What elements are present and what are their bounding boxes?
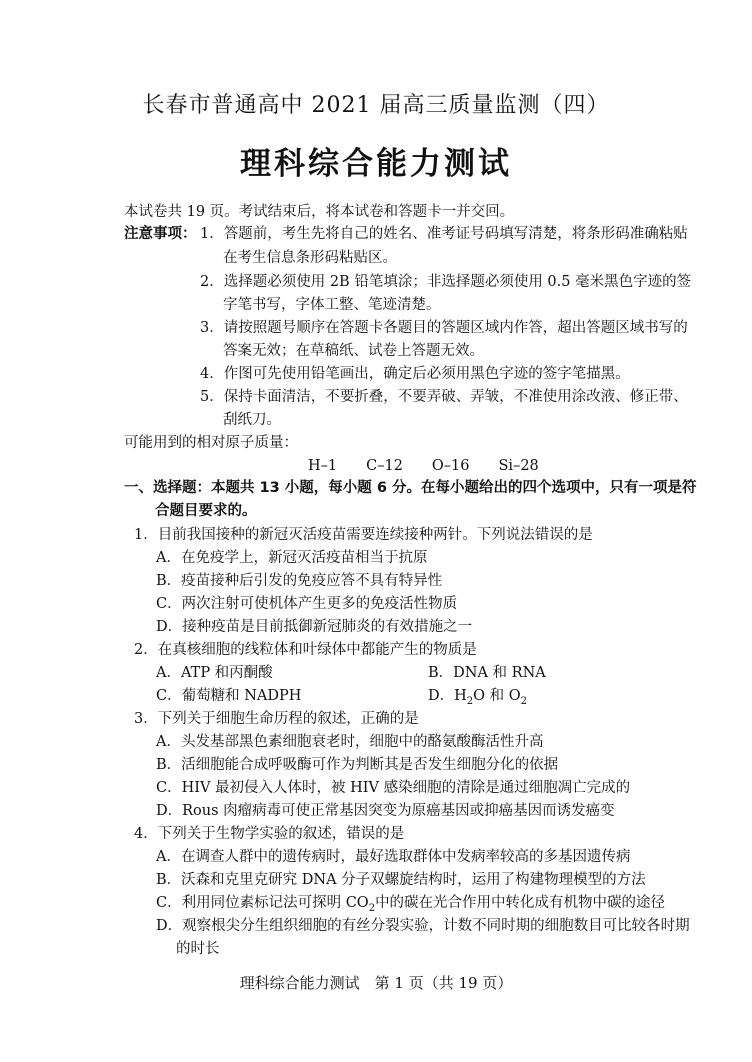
question-4-option-b: B．沃森和克里克研究 DNA 分子双螺旋结构时，运用了构建物理模型的方法: [156, 872, 646, 888]
question-1-option-d: D．接种疫苗是目前抵御新冠肺炎的有效措施之一: [156, 619, 473, 635]
question-4-stem: 4．下列关于生物学实验的叙述，错误的是: [134, 826, 405, 842]
notice-item: 1．答题前，考生先将自己的姓名、准考证号码填写清楚，将条形码准确粘贴: [200, 226, 688, 242]
question-3-option-c: C．HIV 最初侵入人体时，被 HIV 感染细胞的清除是通过细胞凋亡完成的: [156, 780, 631, 796]
question-2-option-c: C．葡萄糖和 NADPH: [156, 688, 302, 704]
section-heading: 一、选择题：本题共 13 小题，每小题 6 分。在每小题给出的四个选项中，只有一项是符: [124, 480, 697, 496]
question-2-stem: 2．在真核细胞的线粒体和叶绿体中都能产生的物质是: [134, 642, 477, 658]
question-4-option-c: C．利用同位素标记法可探明 $CO_2$中的碳在光合作用中转化成有机物中碳的途径: [156, 895, 666, 914]
notice-item: 答案无效；在草稿纸、试卷上答题无效。: [223, 343, 484, 359]
question-1-option-c: C．两次注射可使机体产生更多的免疫活性物质: [156, 596, 458, 612]
question-3-stem: 3．下列关于细胞生命历程的叙述，正确的是: [134, 711, 419, 727]
question-1-stem: 1．目前我国接种的新冠灭活疫苗需要连续接种两针。下列说法错误的是: [134, 527, 593, 543]
question-3-option-a: A．头发基部黑色素细胞衰老时，细胞中的酪氨酸酶活性升高: [156, 734, 544, 750]
question-3-option-d: D．Rous 肉瘤病毒可使正常基因突变为原癌基因或抑癌基因而诱发癌变: [156, 803, 615, 819]
exam-title: 长春市普通高中 2021 届高三质量监测（四）: [142, 93, 610, 118]
question-4-option-d: D．观察根尖分生组织细胞的有丝分裂实验，计数不同时期的细胞数目可比较各时期: [156, 918, 690, 934]
question-2-option-a: A．ATP 和丙酮酸: [156, 665, 273, 681]
question-1-option-a: A．在免疫学上，新冠灭活疫苗相当于抗原: [156, 550, 428, 566]
question-4-option-d-continued: 的时长: [176, 941, 220, 957]
notice-item: 刮纸刀。: [223, 412, 281, 428]
question-2-option-b: B．DNA 和 RNA: [428, 665, 546, 681]
atomic-mass-values: H–1 C–12 O–16 Si–28: [308, 458, 539, 474]
intro-text: 本试卷共 19 页。考试结束后，将本试卷和答题卡一并交回。: [124, 204, 515, 220]
question-1-option-b: B．疫苗接种后引发的免疫应答不具有特异性: [156, 573, 443, 589]
atomic-mass-label: 可能用到的相对原子质量：: [124, 435, 298, 451]
exam-subtitle: 理科综合能力测试: [240, 146, 512, 182]
notice-item: 在考生信息条形码粘贴区。: [223, 250, 397, 266]
page-footer: 理科综合能力测试 第 1 页（共 19 页）: [239, 974, 513, 992]
section-heading: 合题目要求的。: [155, 503, 257, 519]
notice-item: 5．保持卡面清洁，不要折叠，不要弄破、弄皱，不准使用涂改液、修正带、: [200, 389, 688, 405]
notice-item: 3．请按照题号顺序在答题卡各题目的答题区域内作答，超出答题区域书写的: [200, 320, 688, 336]
notice-item: 2．选择题必须使用 2B 铅笔填涂；非选择题必须使用 0.5 毫米黑色字迹的签: [200, 274, 692, 290]
notice-item: 字笔书写，字体工整、笔迹清楚。: [223, 297, 441, 313]
question-2-option-d: D．$H_2O$ 和 $O_2$: [428, 688, 528, 707]
notice-item: 4．作图可先使用铅笔画出，确定后必须用黑色字迹的签字笔描黑。: [200, 366, 630, 382]
notice-label: 注意事项：: [124, 226, 197, 242]
question-3-option-b: B．活细胞能合成呼吸酶可作为判断其是否发生细胞分化的依据: [156, 757, 559, 773]
question-4-option-a: A．在调查人群中的遗传病时，最好选取群体中发病率较高的多基因遗传病: [156, 849, 631, 865]
